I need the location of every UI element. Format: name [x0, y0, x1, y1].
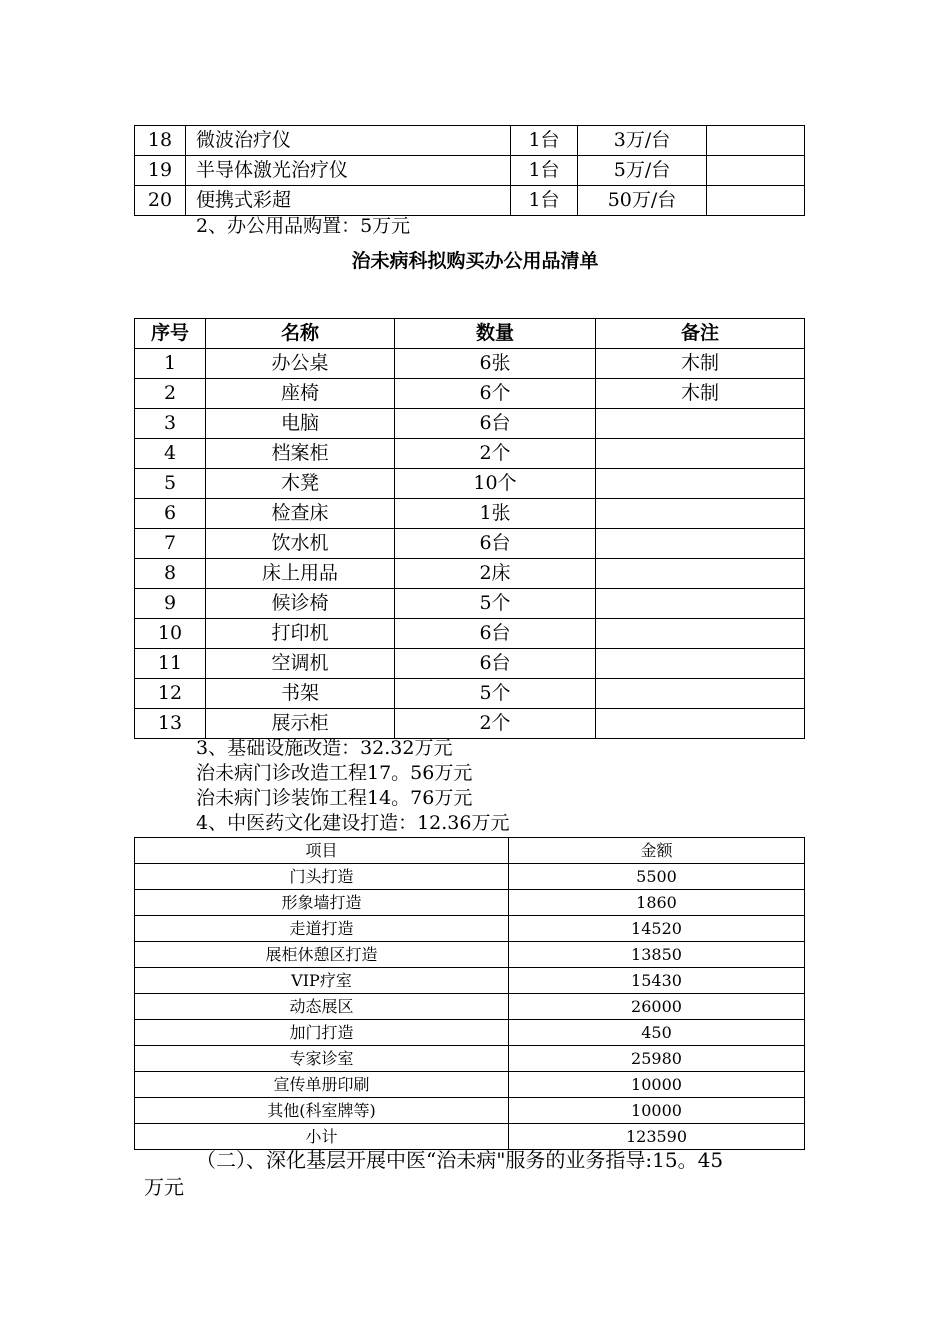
item-note [596, 499, 805, 529]
subtotal-amount: 123590 [509, 1124, 805, 1150]
table-row [135, 649, 805, 679]
table-row [135, 409, 805, 439]
infra-item-renovation: 治未病门诊改造工程17。56万元 [196, 762, 473, 784]
item-name: 展柜休憩区打造 [135, 942, 509, 968]
item-note [596, 529, 805, 559]
item-name: 档案柜 [206, 439, 395, 469]
table-row [135, 439, 805, 469]
item-note [596, 469, 805, 499]
item-name: 其他(科室牌等) [135, 1098, 509, 1124]
item-name: 木凳 [206, 469, 395, 499]
item-name: 走道打造 [135, 916, 509, 942]
header-note: 备注 [596, 319, 805, 349]
item-quantity: 6张 [395, 349, 596, 379]
section-office-heading: 2、办公用品购置：5万元 [196, 215, 411, 237]
item-quantity: 6个 [395, 379, 596, 409]
item-quantity: 2个 [395, 709, 596, 739]
infra-item-decoration: 治未病门诊装饰工程14。76万元 [196, 787, 473, 809]
item-name: 展示柜 [206, 709, 395, 739]
item-amount: 10000 [509, 1098, 805, 1124]
table-row [135, 156, 805, 186]
item-amount: 14520 [509, 916, 805, 942]
row-number: 7 [135, 529, 206, 559]
table-row [135, 619, 805, 649]
item-quantity: 10个 [395, 469, 596, 499]
item-quantity: 1张 [395, 499, 596, 529]
item-note [596, 409, 805, 439]
table-row [135, 469, 805, 499]
item-quantity: 6台 [395, 529, 596, 559]
table-row [135, 1046, 805, 1072]
item-quantity: 2床 [395, 559, 596, 589]
office-supplies-table [134, 318, 805, 739]
item-note: 木制 [596, 379, 805, 409]
row-number: 9 [135, 589, 206, 619]
table-row [135, 589, 805, 619]
item-note [707, 126, 805, 156]
item-note [707, 186, 805, 216]
item-name: 检查床 [206, 499, 395, 529]
item-note [596, 439, 805, 469]
item-name: 微波治疗仪 [186, 126, 511, 156]
row-number: 5 [135, 469, 206, 499]
item-price: 3万/台 [578, 126, 707, 156]
item-amount: 1860 [509, 890, 805, 916]
header-name: 名称 [206, 319, 395, 349]
row-number: 19 [135, 156, 186, 186]
row-number: 18 [135, 126, 186, 156]
table-row [135, 916, 805, 942]
row-number: 6 [135, 499, 206, 529]
subtotal-label: 小计 [135, 1124, 509, 1150]
office-table-title: 治未病科拟购买办公用品清单 [351, 250, 599, 272]
item-name: 动态展区 [135, 994, 509, 1020]
table-row [135, 126, 805, 156]
culture-construction-table [134, 837, 805, 1150]
item-name: 座椅 [206, 379, 395, 409]
row-number: 11 [135, 649, 206, 679]
item-quantity: 5个 [395, 589, 596, 619]
item-quantity: 1台 [511, 156, 578, 186]
row-number: 3 [135, 409, 206, 439]
item-name: 形象墙打造 [135, 890, 509, 916]
item-note [707, 156, 805, 186]
item-name: 门头打造 [135, 864, 509, 890]
row-number: 8 [135, 559, 206, 589]
item-name: 办公桌 [206, 349, 395, 379]
item-name: 宣传单册印刷 [135, 1072, 509, 1098]
table-row [135, 1098, 805, 1124]
table-row [135, 709, 805, 739]
item-note [596, 619, 805, 649]
header-item: 项目 [135, 838, 509, 864]
table-header-row [135, 838, 805, 864]
table-row [135, 1072, 805, 1098]
section-culture-heading: 4、中医药文化建设打造：12.36万元 [196, 812, 510, 834]
table-row [135, 679, 805, 709]
item-quantity: 6台 [395, 619, 596, 649]
item-note: 木制 [596, 349, 805, 379]
item-amount: 15430 [509, 968, 805, 994]
item-amount: 13850 [509, 942, 805, 968]
item-price: 5万/台 [578, 156, 707, 186]
item-quantity: 2个 [395, 439, 596, 469]
item-name: 专家诊室 [135, 1046, 509, 1072]
table-row [135, 349, 805, 379]
item-name: 床上用品 [206, 559, 395, 589]
table-row [135, 379, 805, 409]
item-amount: 5500 [509, 864, 805, 890]
equipment-table [134, 125, 805, 216]
item-amount: 10000 [509, 1072, 805, 1098]
row-number: 20 [135, 186, 186, 216]
item-name: 打印机 [206, 619, 395, 649]
row-number: 10 [135, 619, 206, 649]
row-number: 13 [135, 709, 206, 739]
table-row [135, 499, 805, 529]
section-two-heading-continued: 万元 [144, 1175, 184, 1199]
row-number: 4 [135, 439, 206, 469]
item-quantity: 1台 [511, 126, 578, 156]
section-two-heading: （二）、深化基层开展中医“治未病"服务的业务指导:15。45 [196, 1148, 724, 1172]
item-name: VIP疗室 [135, 968, 509, 994]
table-row [135, 529, 805, 559]
item-note [596, 559, 805, 589]
item-quantity: 6台 [395, 409, 596, 439]
item-name: 便携式彩超 [186, 186, 511, 216]
table-row [135, 994, 805, 1020]
item-note [596, 649, 805, 679]
table-row [135, 864, 805, 890]
row-number: 12 [135, 679, 206, 709]
item-amount: 25980 [509, 1046, 805, 1072]
item-quantity: 1台 [511, 186, 578, 216]
header-amount: 金额 [509, 838, 805, 864]
item-name: 饮水机 [206, 529, 395, 559]
item-name: 候诊椅 [206, 589, 395, 619]
table-row [135, 1020, 805, 1046]
header-number: 序号 [135, 319, 206, 349]
item-name: 加门打造 [135, 1020, 509, 1046]
item-name: 书架 [206, 679, 395, 709]
header-quantity: 数量 [395, 319, 596, 349]
item-name: 电脑 [206, 409, 395, 439]
item-price: 50万/台 [578, 186, 707, 216]
item-quantity: 5个 [395, 679, 596, 709]
item-note [596, 679, 805, 709]
item-name: 空调机 [206, 649, 395, 679]
table-row [135, 968, 805, 994]
item-amount: 26000 [509, 994, 805, 1020]
row-number: 1 [135, 349, 206, 379]
table-row [135, 186, 805, 216]
row-number: 2 [135, 379, 206, 409]
item-note [596, 589, 805, 619]
table-row [135, 559, 805, 589]
item-note [596, 709, 805, 739]
section-infra-heading: 3、基础设施改造：32.32万元 [196, 737, 453, 759]
item-quantity: 6台 [395, 649, 596, 679]
table-row [135, 942, 805, 968]
item-amount: 450 [509, 1020, 805, 1046]
table-row [135, 890, 805, 916]
item-name: 半导体激光治疗仪 [186, 156, 511, 186]
table-header-row [135, 319, 805, 349]
